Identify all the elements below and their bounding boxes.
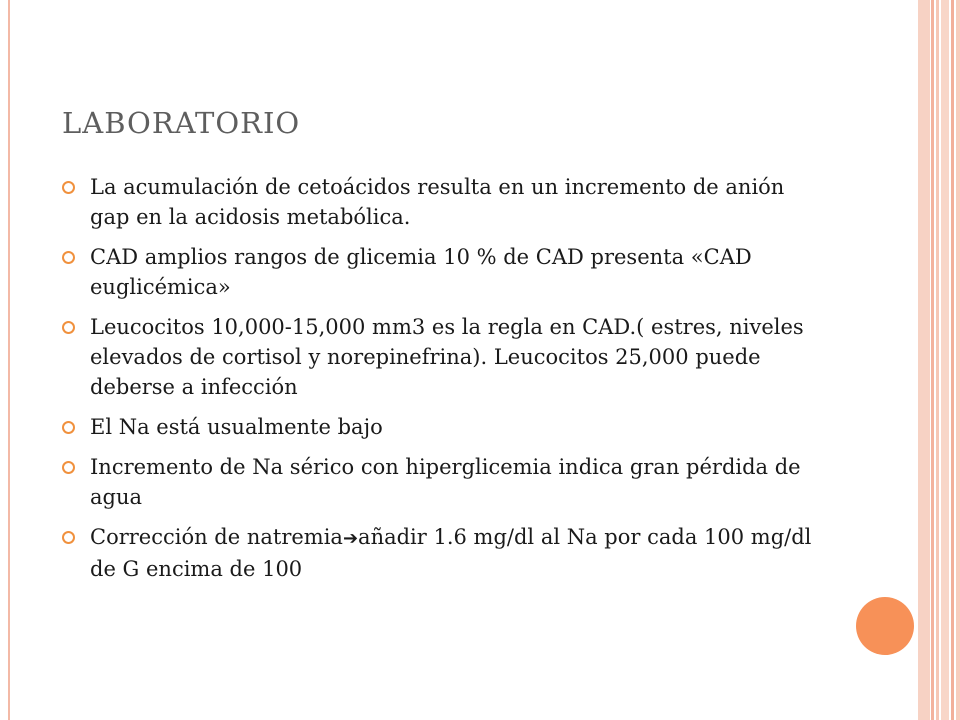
bullet-ring-icon	[62, 181, 75, 194]
bullet-text-before-arrow: Corrección de natremia	[90, 525, 343, 549]
bullet-text-after-arrow: añadir 1.6 mg/dl al Na por cada 100 mg/dl de G encima de 100	[90, 525, 812, 581]
bullet-item	[62, 412, 822, 442]
bullet-item	[62, 522, 822, 584]
right-decor-stripe	[941, 0, 949, 720]
right-decor-stripe	[931, 0, 934, 720]
bullet-text: Leucocitos 10,000-15,000 mm3 es la regla en CAD.( estres, niveles elevados de cortisol y norepinefrina). Leucocitos 25,000 puede deberse a infección	[90, 315, 804, 399]
bullet-ring-icon	[62, 461, 75, 474]
bullet-item	[62, 242, 822, 302]
bullet-text: La acumulación de cetoácidos resulta en un incremento de anión gap en la acidosis metabólica.	[90, 175, 785, 229]
bullet-ring-icon	[62, 531, 75, 544]
bullet-list	[62, 172, 822, 594]
bullet-item	[62, 172, 822, 232]
bullet-text: El Na está usualmente bajo	[90, 415, 383, 439]
right-decor-stripe	[956, 0, 960, 720]
slide-title: LABORATORIO	[62, 106, 301, 140]
bullet-text: CAD amplios rangos de glicemia 10 % de CAD presenta «CAD euglicémica»	[90, 245, 752, 299]
bullet-ring-icon	[62, 421, 75, 434]
bullet-ring-icon	[62, 251, 75, 264]
bullet-text: Incremento de Na sérico con hiperglicemia indica gran pérdida de agua	[90, 455, 801, 509]
bullet-item	[62, 452, 822, 512]
bullet-ring-icon	[62, 321, 75, 334]
right-decor-stripe	[918, 0, 930, 720]
right-arrow-icon: ➔	[342, 528, 359, 549]
left-border-line	[8, 0, 10, 720]
right-decor-stripe	[936, 0, 939, 720]
decorative-circle	[856, 597, 914, 655]
bullet-item	[62, 312, 822, 402]
right-decor-stripe	[951, 0, 954, 720]
